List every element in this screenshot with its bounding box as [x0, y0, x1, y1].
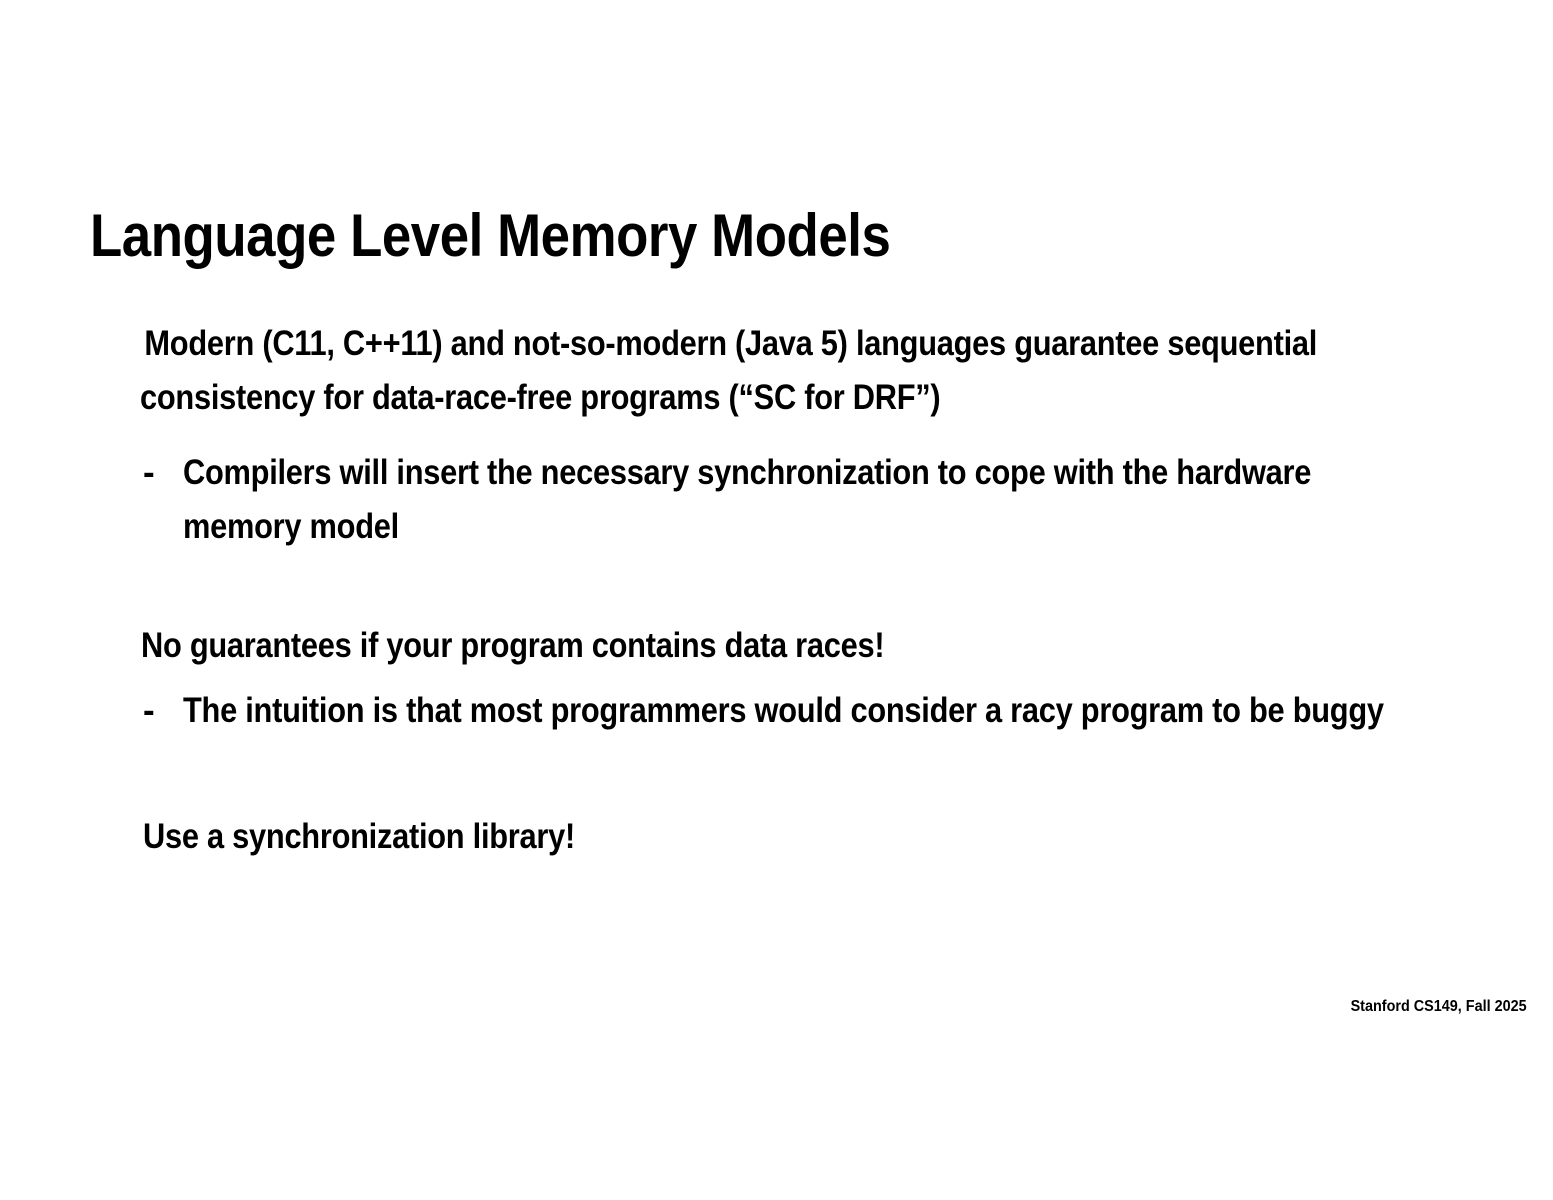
- body-paragraph-sc-for-drf: [140, 317, 1478, 425]
- text-line: Compilers will insert the necessary synchronization to cope with the hardware: [183, 453, 1312, 492]
- sub-bullet-text: [183, 446, 1465, 554]
- text-line: consistency for data-race-free programs (“SC for DRF”): [140, 378, 941, 417]
- text-line: Modern (C11, C++11) and not-so-modern (Java 5) languages guarantee sequential: [144, 324, 1318, 363]
- text-line: The intuition is that most programmers would consider a racy program to be buggy: [183, 691, 1384, 730]
- dash-bullet-marker: -: [143, 691, 155, 730]
- text-line: No guarantees if your program contains data races!: [141, 626, 885, 665]
- dash-bullet-marker: -: [143, 453, 155, 492]
- text-line: memory model: [183, 507, 399, 546]
- slide-title: Language Level Memory Models: [90, 202, 891, 269]
- body-paragraph-no-guarantees: [141, 619, 986, 673]
- body-paragraph-use-library: [143, 810, 634, 864]
- footer-credit: Stanford CS149, Fall 2025: [1350, 998, 1527, 1015]
- text-line: Use a synchronization library!: [143, 817, 575, 856]
- sub-bullet-intuition: [143, 684, 1548, 738]
- sub-bullet-compilers: [143, 446, 1465, 554]
- sub-bullet-text: [183, 684, 1548, 738]
